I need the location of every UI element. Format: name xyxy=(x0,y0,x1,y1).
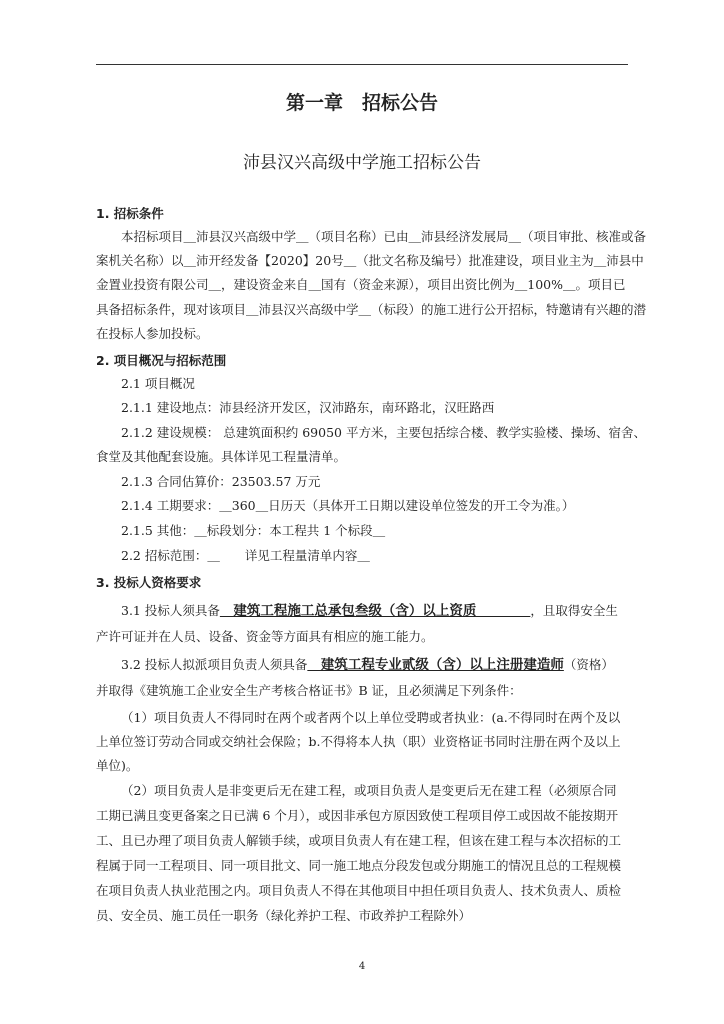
s2-item-overview: 2.1 项目概况 xyxy=(121,376,195,391)
s3-cond-2-line-3: 工、且已办理了项目负责人解锁手续，或项目负责人有在建工程，但该在建工程与本次招标的工 xyxy=(96,833,622,848)
s2-item-other: 2.1.5 其他：＿标段划分：本工程共 1 个标段＿ xyxy=(121,523,386,538)
s3-req-manager-cont: 并取得《建筑施工企业安全生产考核合格证书》B 证，且必须满足下列条件： xyxy=(96,683,522,698)
s1-line-5: 在投标人参加投标。 xyxy=(96,326,209,341)
s2-item-location: 2.1.1 建设地点：沛县经济开发区，汉沛路东，南环路北，汉旺路西 xyxy=(121,400,495,415)
s1-line-3: 金置业投资有限公司＿，建设资金来自＿国有（资金来源），项目出资比例为＿100%＿。项目已 xyxy=(96,277,626,292)
s2-item-scope: 2.2 招标范围：＿ 详见工程量清单内容＿ xyxy=(121,548,395,563)
s2-item-scale-cont: 食堂及其他配套设施。具体详见工程量清单。 xyxy=(96,449,347,464)
s3-req-qualification-post: ，且取得安全生 xyxy=(530,603,618,618)
s3-req-manager-level: 建筑工程专业贰级（含）以上注册建造师 xyxy=(307,657,564,673)
s3-req-manager-post: （资格） xyxy=(563,657,614,672)
header-rule xyxy=(96,64,628,65)
s3-req-qualification-cont: 产许可证并在人员、设备、资金等方面具有相应的施工能力。 xyxy=(96,629,434,644)
s3-cond-1-line-3: 单位)。 xyxy=(96,758,139,773)
s3-req-manager-pre: 3.2 投标人拟派项目负责人须具备 xyxy=(121,657,308,672)
s1-line-2: 案机关名称）以＿沛开经发备【2020】20号＿（批文名称及编号）批准建设，项目业主为＿沛县中 xyxy=(96,253,644,268)
section-1-heading: 1. 招标条件 xyxy=(96,206,164,221)
s3-cond-2-line-1: （2）项目负责人是非变更后无在建工程，或项目负责人是变更后无在建工程（必须原合同 xyxy=(121,783,617,798)
s3-req-manager xyxy=(121,657,614,673)
section-2-heading: 2. 项目概况与招标范围 xyxy=(96,353,227,368)
s3-cond-1-line-2: 上单位签订劳动合同或交纳社会保险；b.不得将本人执（职）业资格证书同时注册在两个及以上 xyxy=(96,734,621,749)
s1-line-1: 本招标项目＿沛县汉兴高级中学＿（项目名称）已由＿沛县经济发展局＿（项目审批、核准或备 xyxy=(121,229,647,244)
s2-item-scale: 2.1.2 建设规模： 总建筑面积约 69050 平方米，主要包括综合楼、教学实验楼、操场、宿舍、 xyxy=(121,425,646,440)
s3-cond-2-line-2: 工期已满且变更备案之日已满 6 个月），或因非承包方原因致使工程项目停工或因故不能按期开 xyxy=(96,808,619,823)
s3-req-qualification-pre: 3.1 投标人须具备 xyxy=(121,603,220,618)
chapter-title: 第一章 招标公告 xyxy=(285,92,438,114)
s1-line-4: 具备招标条件，现对该项目＿沛县汉兴高级中学＿（标段）的施工进行公开招标，特邀请有兴趣的潜 xyxy=(96,302,647,317)
s2-item-duration: 2.1.4 工期要求：＿360＿日历天（具体开工日期以建设单位签发的开工令为准。） xyxy=(121,498,575,513)
s3-cond-1-line-1: （1）项目负责人不得同时在两个或者两个以上单位受聘或者执业：(a.不得同时在两个及以 xyxy=(121,710,621,725)
section-3-heading: 3. 投标人资格要求 xyxy=(96,575,202,590)
page-number: 4 xyxy=(358,961,366,972)
notice-title: 沛县汉兴高级中学施工招标公告 xyxy=(243,153,481,173)
s3-cond-2-line-6: 员、安全员、施工员任一职务（绿化养护工程、市政养护工程除外） xyxy=(96,908,472,923)
s3-cond-2-line-4: 程属于同一工程项目、同一项目批文、同一施工地点分段发包或分期施工的情况且总的工程规模 xyxy=(96,858,622,873)
s3-req-qualification-level: 建筑工程施工总承包叁级（含）以上资质 xyxy=(219,603,531,619)
s3-cond-2-line-5: 在项目负责人执业范围之内。项目负责人不得在其他项目中担任项目负责人、技术负责人、质检 xyxy=(96,883,622,898)
s3-req-qualification xyxy=(121,603,618,619)
s2-item-price: 2.1.3 合同估算价：23503.57 万元 xyxy=(121,474,321,489)
